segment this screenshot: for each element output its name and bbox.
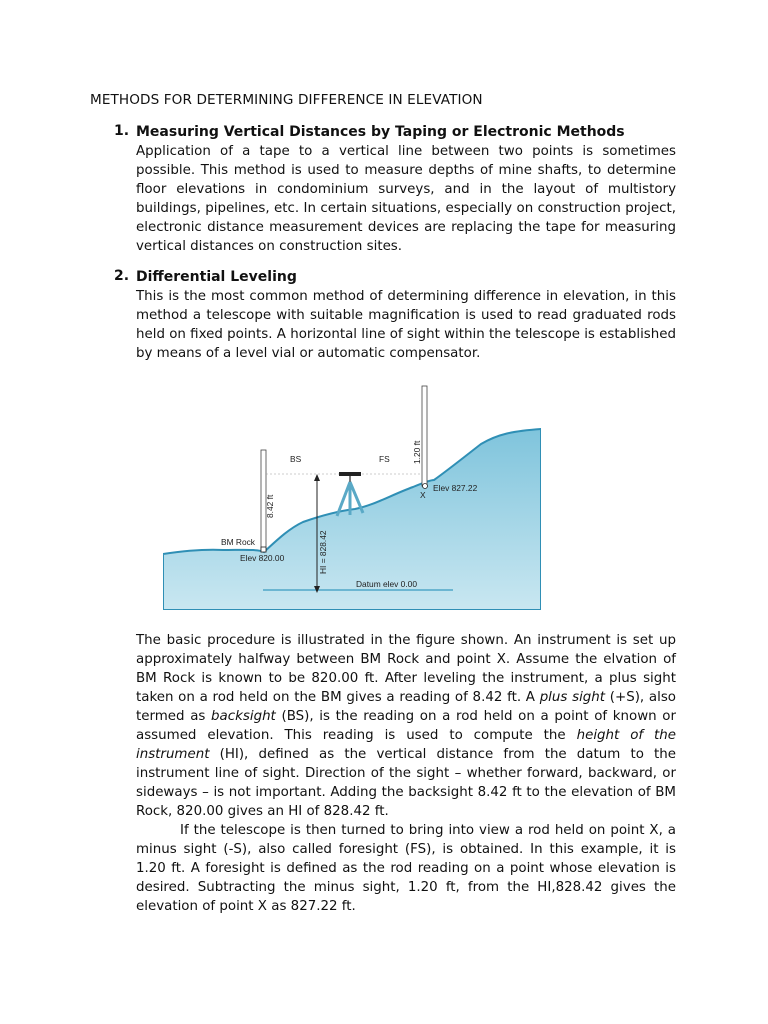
text-run: The basic procedure is illustrated in the figure shown. An instrument is set up approximately halfway between BM Rock and point X. Assume the elvation of BM Rock is known to be 820.00 ft. After leveling the instrument, a plus sight taken on a rod held on the BM gives a reading of 8.42 ft. A bbox=[136, 633, 676, 705]
list-item-taping bbox=[114, 123, 676, 256]
hi-label: HI = 828.42 bbox=[318, 530, 328, 574]
fs-label: FS bbox=[379, 454, 390, 464]
text-run: (HI), defined as the vertical distance from the datum to the instrument line of sight. Direction of the sight – whether forward, backward, or sideways – is not important. Adding the backsight 8.42 ft to the elevation of BM Rock, 820.00 gives an HI of 828.42 ft. bbox=[136, 747, 676, 819]
term-backsight: backsight bbox=[211, 709, 276, 724]
datum-label: Datum elev 0.00 bbox=[356, 579, 417, 589]
procedure-paragraph-2: If the telescope is then turned to bring into view a rod held on point X, a minus sight (-S), also called foresight (FS), is obtained. In this example, it is 1.20 ft. A foresight is defined as the rod reading on a point whose elevation is desired. Subtracting the minus sight, 1.20 ft, from the HI,828.42 gives the elevation of point X as 827.22 ft. bbox=[136, 823, 676, 914]
x-elev-label: Elev 827.22 bbox=[433, 483, 478, 493]
text-run: (BS), is the reading on a rod held on a point of known or assumed elevation. This reading is used to compute the bbox=[136, 709, 676, 743]
ground-profile bbox=[163, 429, 541, 610]
term-plus-sight: plus sight bbox=[539, 690, 606, 705]
text-run: (+S), also termed as bbox=[136, 690, 676, 724]
page-title: METHODS FOR DETERMINING DIFFERENCE IN ELEVATION bbox=[90, 92, 483, 108]
procedure-text bbox=[136, 631, 676, 916]
fs-rod-reading: 1.20 ft bbox=[412, 440, 422, 464]
procedure-paragraph-1 bbox=[136, 631, 676, 821]
level-instrument bbox=[339, 472, 361, 476]
item-heading: Measuring Vertical Distances by Taping or Electronic Methods bbox=[136, 124, 625, 140]
leveling-figure bbox=[163, 382, 541, 610]
fs-rod bbox=[422, 386, 427, 486]
list-item-differential-leveling bbox=[114, 268, 676, 363]
item-body: Application of a tape to a vertical line between two points is sometimes possible. This method is used to measure depths of mine shafts, to determine floor elevations in condominium surveys, and in the layout of multistory buildings, pipelines, etc. In certain situations, especially on construction project, electronic distance measurement devices are replacing the tape for measuring vertical distances on construction sites. bbox=[136, 144, 676, 254]
item-number: 2. bbox=[114, 268, 130, 284]
bm-rock-label: BM Rock bbox=[221, 537, 255, 547]
item-number: 1. bbox=[114, 123, 130, 139]
item-heading: Differential Leveling bbox=[136, 269, 297, 285]
bm-elev-label: Elev 820.00 bbox=[240, 553, 285, 563]
bs-rod-reading: 8.42 ft bbox=[265, 494, 275, 518]
item-body: This is the most common method of determining difference in elevation, in this method a telescope with suitable magnification is used to read graduated rods held on fixed points. A horizontal line of sight within the telescope is established by means of a level vial or automatic compensator. bbox=[136, 289, 676, 361]
point-x-label: X bbox=[420, 490, 426, 500]
bs-label: BS bbox=[290, 454, 302, 464]
term-height-of-instrument: height of the instrument bbox=[136, 728, 677, 762]
